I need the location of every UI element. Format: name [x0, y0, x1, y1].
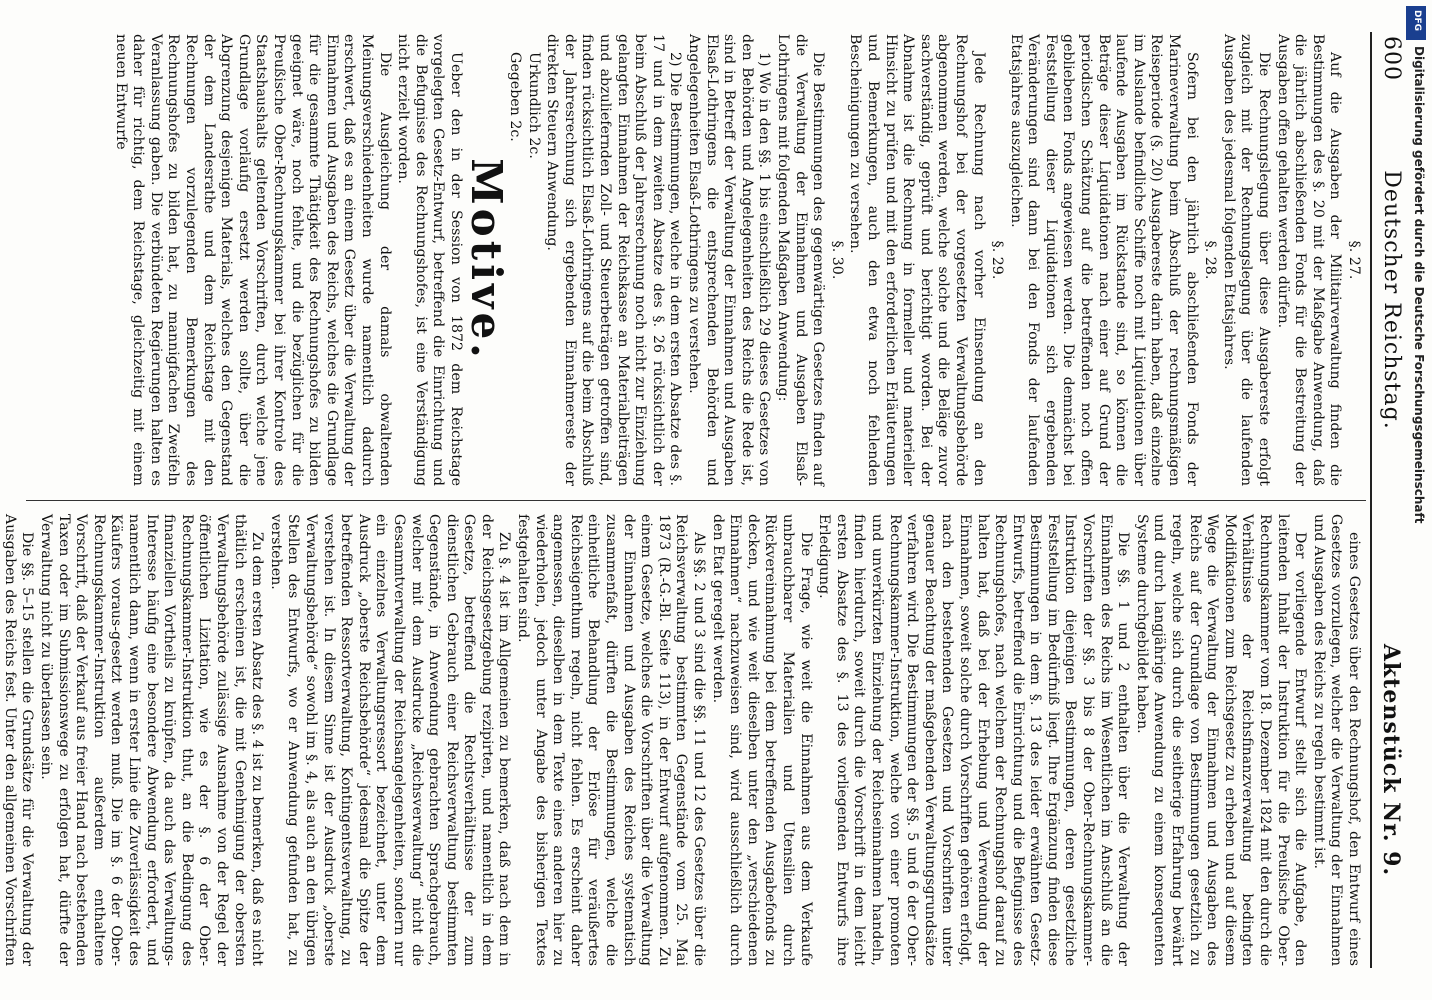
motive-heading: Motive. — [462, 158, 512, 362]
paragraph: Zu §. 4 ist im Allgemeinen zu bemerken, daß nach dem in der Reichsgesetzgebung rezipirten, und namentlich in dem Gesetze, betreffend die Rechtsverhältnisse der zum dienstlichen Gebrauch einer Reichsverwaltung bestimmten Gegenstände, in Anwendung gebrachten Sprachgebrauch, welcher mit dem Ausdrucke „Reichsverwaltung“ nicht die Gesammtverwaltung der Reichsangelegenheiten, sondern nur ein einzelnes Verwaltungsressort bezeichnet, unter dem Ausdruck „oberste Reichsbehörde“ jedesmal die Spitze der betreffenden Ressortverwaltung, Kontingentsverwaltung, zu verstehen ist. In diesem Sinne ist der Ausdruck „oberste Verwaltungsbehörde“ sowohl im §. 4, als auch an den übrigen Stellen des Entwurfs, wo er Anwendung gefunden hat, zu verstehen. — [267, 514, 513, 966]
digitization-note — [1404, 46, 1428, 606]
paragraph: eines Gesetzes über den Rechnungshof, den Entwurf eines Gesetzes vorzulegen, welcher die Verwaltung der Einnahmen und Ausgaben des Reichs zu regeln bestimmt ist. — [1310, 514, 1362, 966]
paragraph: Sofern bei den jährlich abschließenden Fonds der Marineverwaltung beim Abschluß der rechnungsmäßigen Reiseperiode (§. 20) Ausgabereste darin haben, daß einzelne im Auslande befindliche Schiffe noch mit Liquidationen über laufende Ausgaben im Rückstande sind, so können die Beträge dieser Liquidationen nach einer auf Grund der periodischen Schätzung auf die betreffenden noch offen gebliebenen Fonds angewiesen werden. Die demnächst bei Feststellung dieser Liquidationen sich ergebenden Veränderungen sind dann bei den Fonds der laufenden Etatsjahres auszugleichen. — [1007, 34, 1200, 486]
list-item: 2) Die Bestimmungen, welche in dem ersten Absatze des §. 17 und in dem zweiten Absatze des §. 26 rücksichtlich der beim Abschluß der Jahresrechnung noch nicht zur Einziehung gelangten Einnahmen der Reichskasse an Materialbeiträgen und abzuliefernden Zoll- und Steuerbeträgen getroffen sind, finden rücksichtlich Elsaß-Lothringens auf die beim Abschluß der Jahresrechnung sich ergebenden Einnahmereste der direkten Steuern Anwendung. — [544, 34, 684, 486]
paragraph: Die Frage, wie weit die Einnahmen aus dem Verkaufe unbrauchbarer Materialien und Utensilien durch Rückvereinnahmung bei dem betreffenden Ausgabefonds zu decken, und wie weit dieselben unter den „verschiedenen Einnahmen“ nachzuweisen sind, wird ausschließlich durch den Etat geregelt werden. — [709, 514, 814, 966]
page-number: 600 — [1379, 36, 1404, 81]
section-heading: §. 30. — [828, 240, 845, 280]
paragraph: Die §§. 1 und 2 enthalten über die Verwaltung der Einnahmen des Reichs im Wesentlichen im Anschluß an die Vorschriften der §§. 3 bis 8 der Ober-Rechnungskammer-Instruktion diejenigen Bestimmungen, deren gesetzliche Feststellung im Bedürfniß liegt. Ihre Ergänzung finden diese Bestimmungen in dem §. 13 des leider erwähnten Gesetz-Entwurfs, betreffend die Einrichtung und die Befugnisse des Rechnungshofes, nach welchem der Rechnungshof darauf zu halten hat, daß bei der Erhebung und Verwendung der Einnahmen, soweit solche durch Vorschriften gehören erfolgt, nach den bestehenden Gesetzen und Vorschriften unter genauer Beachtung der maßgebenden Verwaltungsgrundsätze verfahren wird. Die Bestimmungen der §§. 5 und 6 der Ober-Rechnungskammer-Instruktion, welche von einer promoten und unverkürzten Einziehung der Reichseinnahmen handeln, finden hierdurch, soweit durch die Vorschrift in dem leicht ersten Absatze des §. 13 des vorliegenden Entwurfs ihre Erledigung. — [816, 514, 1132, 966]
section-heading: §. 27. — [1346, 240, 1362, 280]
list-item: 1) Wo in den §§. 1 bis einschließlich 29 dieses Gesetzes von den Behörden und Angelegenheiten des Reichs die Rede ist, sind in Betreff der Verwaltung der Einnahmen und Ausgaben Elsaß-Lothringens die entsprechenden Behörden und Angelegenheiten Elsaß-Lothringens zu verstehen. — [686, 34, 773, 486]
paragraph: Auf die Ausgaben der Militairverwaltung finden die Bestimmungen des §. 20 mit der Maßgabe Anwendung, daß die jährlich abschließenden Fonds für die Bestreitung der Ausgaben offen gehalten werden dürfen. — [1274, 34, 1344, 486]
column-divider — [26, 500, 1366, 501]
paragraph: Als §§. 2 und 3 sind die §§. 11 und 12 des Gesetzes über die Reichsverwaltung bestimmten Gegenstände vom 25. Mai 1873 (R.-G.-Bl. Seite 113), in der Entwurf aufgenommen. Zu einem Gesetze, welches die Vorschriften über die Verwaltung der Einnahmen und Ausgaben des Reiches systematisch zusammenfaßt, dürften die Bestimmungen, welche die einheitliche Behandlung der Erlöse für veräußertes Reichseigenthum regeln, nicht fehlen. Es erscheint daher angemessen, dieselben in dem Texte eines anderen hier zu wiederholen, jedoch unter Angabe des bisherigen Textes festgehalten sind. — [515, 514, 708, 966]
section-heading: §. 28. — [1202, 240, 1219, 280]
digitization-note-text: Digitalisierung gefördert durch die Deutsche Forschungsgemeinschaft — [1412, 46, 1426, 524]
paragraph: Jede Rechnung nach vorher Einsendung an den Rechnungshof bei der vorgesetzten Verwaltungsbehörde abgenommen werden, welche solche und die Beläge zuvor sachverständig, geprüft und berichtigt worden. Bei der Abnahme ist die Rechnung in formeller und materieller Hinsicht zu prüfen und mit den erforderlichen Erläuterungen und Bemerkungen, auch den etwa noch fehlenden Bescheinigungen zu versehen. — [847, 34, 987, 486]
paragraph: Die Ausgleichung der damals obwaltenden Meinungsverschiedenheiten wurde namentlich dadurch erschwert, daß es an einem Gesetz über die Verwaltung der Einnahmen und Ausgaben des Reichs, welches die Grundlage für die gesammte Thätigkeit des Rechnungshofes zu bilden geeignet wäre, noch fehlte, und die bezüglichen für die Preußische Ober-Rechnungskammer bei ihrer Kontrole des Staatshaushalts geltenden Vorschriften, durch welche jene Grundlage vorläufig ersetzt werden sollte, über die Abgrenzung desjenigen Materials, welches den Gegenstand der dem Landesrathe und dem Reichstage mit den Rechnungen vorzulegenden Bemerkungen des Rechnungshofes zu bilden hat, zu mannigfachen Zweifeln Veranlassung gaben. Die verbündeten Regierungen halten es daher für richtig, dem Reichstage, gleichzeitig mit einem neuen Entwurfe — [112, 34, 393, 486]
closing-line: Gegeben 2c. — [507, 52, 524, 142]
paragraph: Die §§. 5–15 stellen die Grundsätze für die Verwaltung der Ausgaben des Reichs fest. Unter den allgemeinen Vorschriften — [1, 514, 36, 966]
header-rule — [1370, 32, 1372, 968]
running-title-right: Aktenstück Nr. 9. — [1378, 643, 1404, 877]
right-column — [0, 514, 1362, 966]
dfg-logo: DFG — [1406, 6, 1426, 40]
paragraph: Der vorliegende Entwurf stellt sich die Aufgabe, den leitenden Inhalt der Instruktion für die Preußische Ober-Rechnungskammer vom 18. Dezember 1824 mit den durch die Verhältnisse der Reichsfinanzverwaltung bedingten Modifikationen zum Reichsgesetz zu erheben und auf diesem Wege die Verwaltung der Einnahmen und Ausgaben des Reichs auf der Grundlage von Bestimmungen gesetzlich zu regeln, welche sich durch die seitherige Erfahrung bewährt und durch langjährige Anwendung zu einem konsequenten Systeme durchgebildet haben. — [1133, 514, 1309, 966]
paragraph: Die Rechnungslegung über diese Ausgabereste erfolgt zugleich mit der Rechnungslegung über die laufenden Ausgaben des jedesmal folgenden Etatsjahres. — [1220, 34, 1273, 486]
paragraph: Ueber den in der Session von 1872 dem Reichstage vorgelegten Gesetz-Entwurf, betreffend die Einrichtung und die Befugnisse des Rechnungshofes, ist eine Verständigung nicht erzielt worden. — [395, 34, 464, 486]
running-title-left: Deutscher Reichstag. — [1379, 170, 1404, 430]
paragraph: Die Bestimmungen des gegenwärtigen Gesetzes finden auf die Verwaltung der Einnahmen und Ausgaben Elsaß-Lothringens mit folgenden Maßgaben Anwendung: — [775, 34, 827, 486]
left-column — [110, 34, 1362, 486]
section-heading: §. 29. — [989, 240, 1006, 280]
closing-line: Urkundlich 2c. — [525, 52, 542, 159]
paragraph: Zu dem ersten Absatz des §. 4 ist zu bemerken, daß es nicht thätlich erscheinen ist, die mit Genehmigung der obersten Verwaltungsbehörde zulässige Ausnahme von der Regel der öffentlichen Lizitation, wie es der §. 6 der Ober-Rechnungskammer-Instruktion thut, an die Bedingung des finanziellen Vortheils zu knüpfen, da auch das Verwaltungs-Interesse häufig eine besondere Abwendung erfordert, und namentlich dann, wenn in erster Linie die Zuverlässigkeit des Käufers voraus-gesetzt werden muß. Die im §. 6 der Ober-Rechnungskammer-Instruktion außerdem enthaltene Vorschrift, daß der Verkauf aus freier Hand nach bestehenden Taxen oder im Submissionswege zu erfolgen hat, dürfte der Verwaltung nicht zu überlassen sein. — [38, 514, 266, 966]
